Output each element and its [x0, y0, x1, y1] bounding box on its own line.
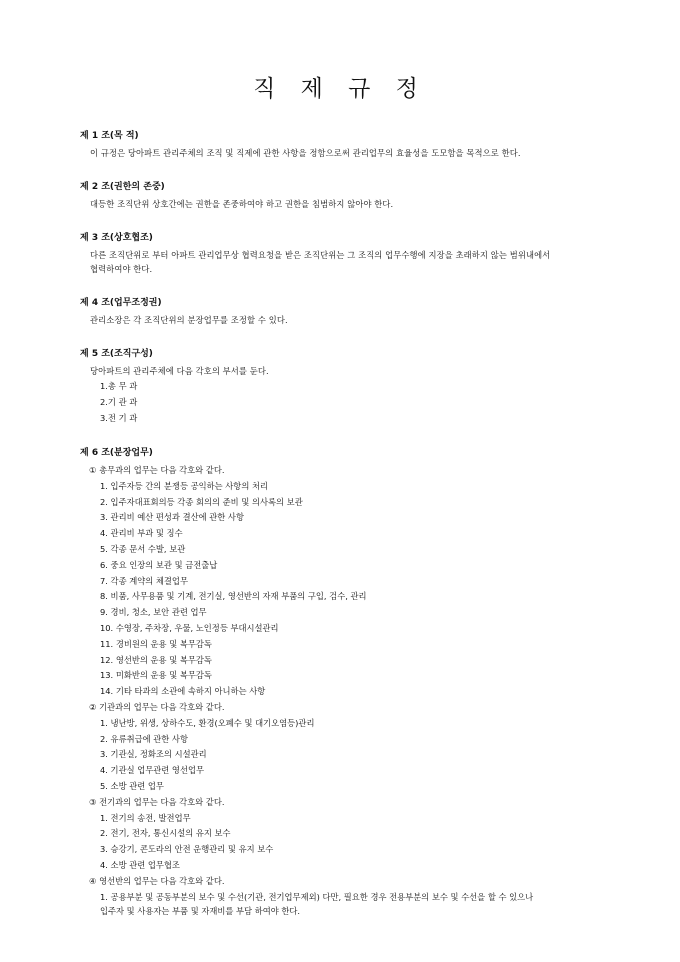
article-6-heading: 제 6 조(분장업무) — [80, 448, 153, 458]
article-5 — [80, 348, 560, 426]
list-item: 14. 기타 타과의 소관에 속하지 아니하는 사항 — [100, 686, 266, 697]
article-3-heading: 제 3 조(상호협조) — [80, 233, 153, 243]
list-item: 5. 각종 문서 수발, 보관 — [100, 543, 186, 554]
list-item: 10. 수영장, 주차장, 우물, 노인정등 부대시설관리 — [100, 622, 279, 633]
list-item: 1. 전기의 송전, 발전업무 — [100, 812, 191, 823]
article-1 — [80, 130, 560, 160]
department-item: 1.총 무 과 — [100, 381, 138, 391]
list-item: 8. 비품, 사무용품 및 기계, 전기실, 영선반의 자재 부품의 구입, 검수, 관리 — [100, 591, 367, 602]
article-3-text: 다른 조직단위로 부터 아파트 관리업무상 협력요청을 받은 조직단위는 그 조직의 업무수행에 지장을 초래하지 않는 범위내에서 협력하여야 한다. — [90, 250, 551, 274]
article-5-text: 당아파트의 관리주체에 다음 각호의 부서를 둔다. — [90, 366, 269, 376]
list-item: 1. 입주자등 간의 분쟁등 공익하는 사항의 처리 — [100, 480, 269, 491]
section-2-intro: ② 기관과의 업무는 다음 각호와 같다. — [89, 701, 225, 712]
section-4-intro: ④ 영선반의 업무는 다음 각호와 같다. — [89, 875, 225, 886]
list-item: 12. 영선반의 운용 및 복무감독 — [100, 654, 212, 665]
document-title: 직 제 규 정 — [253, 76, 427, 102]
list-item: 6. 중요 인장의 보관 및 금전출납 — [100, 559, 218, 570]
article-4-heading: 제 4 조(업무조정권) — [80, 298, 162, 308]
list-item: 5. 소방 관련 업무 — [100, 780, 164, 791]
list-item: 11. 경비원의 운용 및 복무감독 — [100, 638, 212, 649]
article-2 — [80, 181, 560, 211]
article-4 — [80, 297, 560, 327]
list-item: 2. 전기, 전자, 통신시설의 유지 보수 — [100, 828, 231, 839]
article-3 — [80, 232, 560, 276]
list-item: 4. 관리비 부과 및 징수 — [100, 528, 183, 539]
article-2-text: 대등한 조직단위 상호간에는 권한을 존중하여야 하고 권한을 침범하지 않아야 한다. — [90, 199, 394, 209]
article-1-text: 이 규정은 당아파트 관리주체의 조직 및 직제에 관한 사항을 정함으로써 관리업무의 효율성을 도모함을 목적으로 한다. — [90, 148, 521, 158]
article-5-heading: 제 5 조(조직구성) — [80, 349, 153, 359]
list-item: 7. 각종 계약의 체결업무 — [100, 575, 188, 586]
list-item: 9. 경비, 청소, 보안 관련 업무 — [100, 607, 207, 618]
list-item: 2. 입주자대표회의등 각종 회의의 준비 및 의사록의 보관 — [100, 496, 303, 507]
list-item: 1. 냉난방, 위생, 상하수도, 환경(오폐수 및 대기오염등)관리 — [100, 717, 315, 728]
article-1-heading: 제 1 조(목 적) — [80, 131, 139, 141]
list-item: 1. 공용부분 및 공동부분의 보수 및 수선(기관, 전기업무제외) 다만, 필요한 경우 전용부분의 보수 및 수선을 할 수 있으나 입주자 및 사용자는 부품 및 자재비를 부담 하여야 한다. — [100, 891, 534, 916]
list-item: 2. 유류취급에 관한 사항 — [100, 733, 188, 744]
list-item: 4. 기관실 업무관련 영선업무 — [100, 765, 204, 776]
section-1-intro: ① 총무과의 업무는 다음 각호와 같다. — [89, 465, 225, 475]
list-item: 13. 미화반의 운용 및 복무감독 — [100, 670, 212, 681]
article-6 — [80, 447, 560, 918]
list-item: 3. 기관실, 정화조의 시설관리 — [100, 749, 207, 760]
list-item: 3. 승강기, 콘도라의 안전 운행관리 및 유지 보수 — [100, 844, 274, 855]
list-item: 3. 관리비 예산 편성과 결산에 관한 사항 — [100, 512, 244, 523]
list-item: 4. 소방 관련 업무협조 — [100, 859, 180, 870]
department-item: 3.전 기 과 — [100, 413, 138, 423]
article-4-text: 관리소장은 각 조직단위의 분장업무를 조정할 수 있다. — [90, 315, 288, 325]
article-2-heading: 제 2 조(권한의 존중) — [80, 182, 165, 192]
document-body — [80, 130, 560, 939]
section-3-intro: ③ 전기과의 업무는 다음 각호와 같다. — [89, 796, 225, 807]
department-item: 2.기 관 과 — [100, 397, 138, 407]
